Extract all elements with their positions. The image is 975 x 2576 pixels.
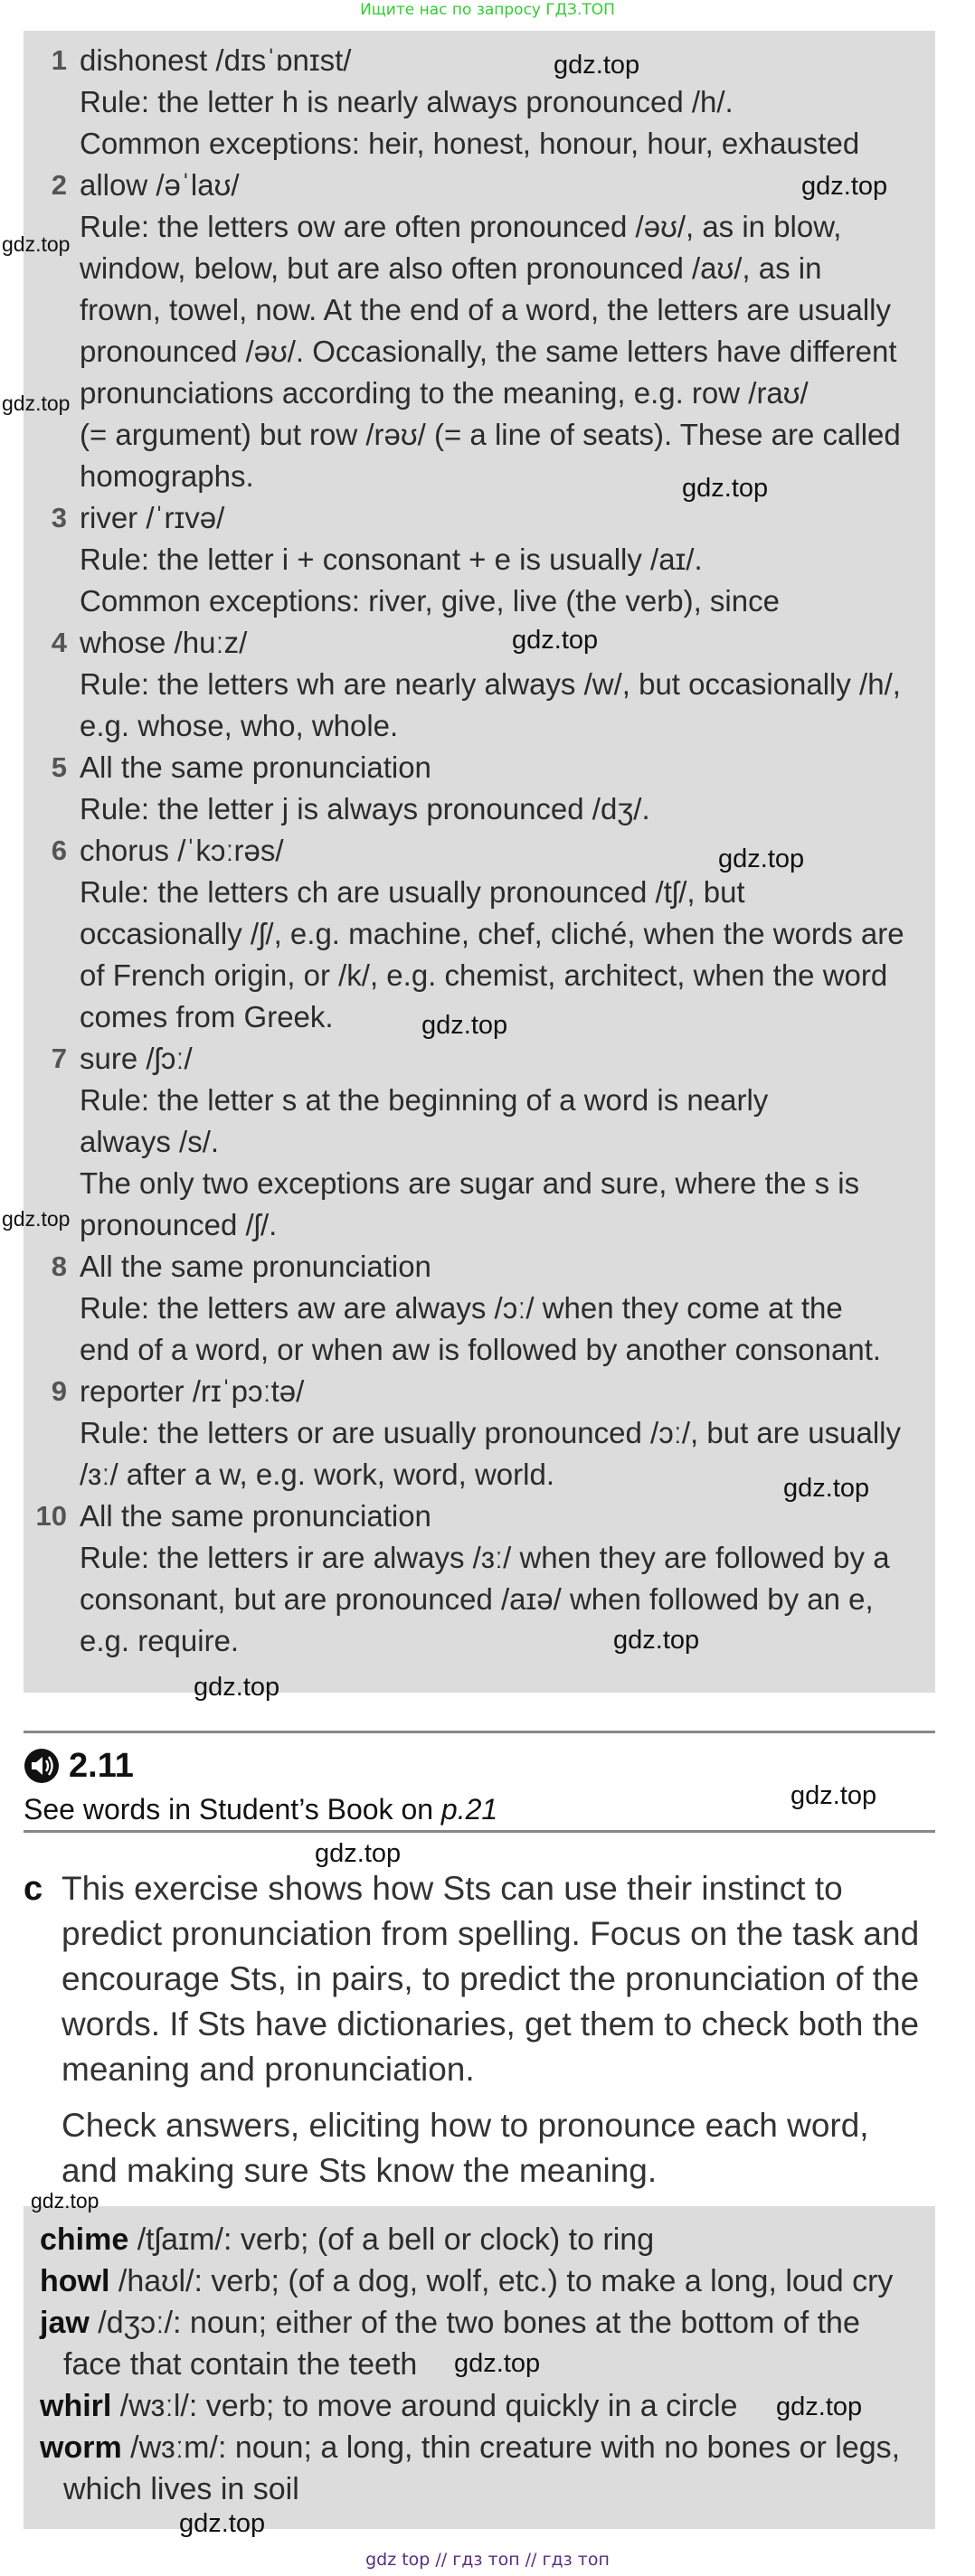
answer-rule-line: pronounced /əʊ/. Occasionally, the same letters have different <box>80 335 897 368</box>
vocab-definition: /wɜːl/: verb; to move around quickly in a circle <box>111 2389 738 2423</box>
answer-heading: allow /əˈlaʊ/ <box>80 168 240 202</box>
exercise-c-line: and making sure Sts know the meaning. <box>62 2152 658 2189</box>
answer-rule-line: The only two exceptions are sugar and sure, where the s is <box>80 1166 860 1200</box>
answer-rule-line: Common exceptions: river, give, live (the verb), since <box>80 584 780 618</box>
vocab-word: whirl <box>40 2389 112 2423</box>
vocab-definition: /dʒɔː/: noun; either of the two bones at the bottom of the <box>89 2306 860 2340</box>
answer-item <box>24 1496 935 1662</box>
answer-item <box>24 165 935 497</box>
answer-rule-line: of French origin, or /k/, e.g. chemist, architect, when the word <box>80 958 888 992</box>
answer-heading: river /ˈrɪvə/ <box>80 501 225 534</box>
exercise-c-paragraph-2 <box>24 2103 937 2194</box>
vocab-definition: /haʊl/: verb; (of a dog, wolf, etc.) to make a long, loud cry <box>109 2264 894 2298</box>
answer-number: 7 <box>51 1043 67 1074</box>
answer-heading: dishonest /dɪsˈɒnɪst/ <box>80 43 352 77</box>
watermark: gdz.top <box>2 392 71 415</box>
top-banner[interactable]: Ищите нас по запросу ГДЗ.ТОП <box>360 1 615 19</box>
answer-number: 9 <box>51 1375 67 1407</box>
answer-rule-line: pronunciations according to the meaning, e.g. row /raʊ/ <box>80 376 809 410</box>
answer-rule-line: Rule: the letters aw are always /ɔː/ when they come at the <box>80 1291 843 1325</box>
answer-number: 5 <box>51 751 67 783</box>
vocab-word: howl <box>40 2264 110 2298</box>
vocab-entry <box>40 2260 919 2302</box>
answer-number: 1 <box>51 44 67 76</box>
answer-number: 3 <box>51 502 67 533</box>
answer-rule-line: Rule: the letter j is always pronounced /dʒ/. <box>80 792 650 826</box>
watermark: gdz.top <box>682 474 769 503</box>
answer-rule-line: Common exceptions: heir, honest, honour, hour, exhausted <box>80 127 860 160</box>
exercise-letter: c <box>24 1870 43 1908</box>
watermark: gdz.top <box>512 626 599 655</box>
answer-item <box>24 747 935 830</box>
watermark: gdz.top <box>776 2392 863 2421</box>
footer-links[interactable]: gdz top // гдз топ // гдз топ <box>365 2550 610 2570</box>
watermark: gdz.top <box>2 232 71 256</box>
watermark: gdz.top <box>421 1011 508 1040</box>
section-divider-bottom <box>24 1830 935 1833</box>
exercise-c-line: words. If Sts have dictionaries, get them to check both the <box>62 2005 920 2043</box>
answer-rule-line: window, below, but are also often pronounced /aʊ/, as in <box>80 251 822 285</box>
answer-rule-line: Rule: the letter s at the beginning of a word is nearly <box>80 1083 769 1117</box>
answer-heading: whose /huːz/ <box>80 626 248 659</box>
watermark: gdz.top <box>718 845 805 873</box>
answer-item <box>24 40 935 165</box>
watermark: gdz.top <box>454 2349 541 2378</box>
answer-heading: sure /ʃɔː/ <box>80 1042 193 1075</box>
answer-number: 10 <box>35 1500 67 1532</box>
vocab-word: chime <box>40 2222 129 2257</box>
vocab-entry <box>40 2302 919 2344</box>
watermark: gdz.top <box>790 1781 877 1810</box>
answer-heading: All the same pronunciation <box>80 750 431 784</box>
exercise-c-line: encourage Sts, in pairs, to predict the pronunciation of the <box>62 1960 920 1997</box>
watermark: gdz.top <box>31 2189 99 2213</box>
exercise-c-line: Check answers, eliciting how to pronounce each word, <box>62 2107 869 2144</box>
watermark: gdz.top <box>554 51 640 80</box>
answer-item <box>24 497 935 622</box>
vocab-definition-continued: which lives in soil <box>63 2472 299 2506</box>
answer-item <box>24 622 935 747</box>
answer-number: 4 <box>51 627 67 658</box>
vocab-word: jaw <box>40 2306 90 2340</box>
answer-rule-line: Rule: the letter i + consonant + e is usually /aɪ/. <box>80 543 703 576</box>
answer-rule-line: always /s/. <box>80 1125 220 1158</box>
section-divider-top <box>24 1731 935 1733</box>
watermark: gdz.top <box>783 1474 870 1503</box>
watermark: gdz.top <box>2 1207 71 1231</box>
answer-item <box>24 1038 935 1246</box>
answer-heading: All the same pronunciation <box>80 1250 431 1283</box>
vocab-word: worm <box>40 2430 122 2465</box>
answer-rule-line: e.g. whose, who, whole. <box>80 709 399 742</box>
exercise-c <box>24 1866 937 2194</box>
exercise-c-line: This exercise shows how Sts can use their instinct to <box>62 1870 843 1907</box>
answer-rule-line: Rule: the letters ir are always /ɜː/ when they are followed by a <box>80 1541 890 1574</box>
answer-rule-line: (= argument) but row /rəʊ/ (= a line of seats). These are called <box>80 418 901 451</box>
answer-rule-line: Rule: the letters wh are nearly always /w/, but occasionally /h/, <box>80 667 901 701</box>
exercise-c-paragraph-1 <box>24 1866 937 2092</box>
answer-rule-line: consonant, but are pronounced /aɪə/ when followed by an e, <box>80 1582 874 1616</box>
answer-rule-line: Rule: the letters ch are usually pronounced /tʃ/, but <box>80 875 745 909</box>
answer-number: 8 <box>51 1250 67 1282</box>
answer-heading: reporter /rɪˈpɔːtə/ <box>80 1374 305 1408</box>
watermark: gdz.top <box>179 2509 266 2538</box>
answer-rule-line: occasionally /ʃ/, e.g. machine, chef, cliché, when the words are <box>80 917 904 950</box>
watermark: gdz.top <box>315 1839 402 1868</box>
answer-rule-line: Rule: the letters or are usually pronounced /ɔː/, but are usually <box>80 1416 901 1449</box>
answer-rule-line: pronounced /ʃ/. <box>80 1208 278 1241</box>
answer-rule-line: comes from Greek. <box>80 1000 334 1033</box>
answer-rule-line: e.g. require. <box>80 1624 240 1657</box>
exercise-c-line: predict pronunciation from spelling. Focus on the task and <box>62 1915 920 1952</box>
exercise-c-line: meaning and pronunciation. <box>62 2051 475 2088</box>
answer-rule-line: Rule: the letters ow are often pronounced /əʊ/, as in blow, <box>80 210 842 243</box>
answer-rule-line: frown, towel, now. At the end of a word, the letters are usually <box>80 293 891 326</box>
vocab-definition: /tʃaɪm/: verb; (of a bell or clock) to ring <box>128 2222 655 2257</box>
answer-rule-line: homographs. <box>80 459 254 493</box>
answer-heading: All the same pronunciation <box>80 1499 431 1533</box>
answer-heading: chorus /ˈkɔːrəs/ <box>80 834 284 867</box>
answer-number: 2 <box>51 169 67 201</box>
vocab-definition: /wɜːm/: noun; a long, thin creature with no bones or legs, <box>121 2430 901 2465</box>
answer-rule-line: Rule: the letter h is nearly always pronounced /h/. <box>80 85 734 118</box>
vocab-definition-continued: face that contain the teeth <box>63 2347 418 2382</box>
answer-rule-line: end of a word, or when aw is followed by another consonant. <box>80 1333 882 1366</box>
vocab-entry <box>40 2219 919 2260</box>
audio-track-number: 2.11 <box>69 1746 134 1785</box>
speaker-icon[interactable] <box>24 1748 60 1784</box>
audio-track-row[interactable] <box>24 1743 134 1788</box>
answer-item <box>24 1246 935 1371</box>
see-words-reference <box>24 1788 497 1830</box>
watermark: gdz.top <box>613 1626 700 1655</box>
answer-number: 6 <box>51 835 67 866</box>
watermark: gdz.top <box>194 1673 280 1702</box>
see-words-page: p.21 <box>440 1793 498 1826</box>
vocab-entry <box>40 2427 919 2468</box>
answer-rule-line: /ɜː/ after a w, e.g. work, word, world. <box>80 1458 554 1491</box>
see-words-text: See words in Student’s Book on <box>24 1793 441 1826</box>
watermark: gdz.top <box>801 172 888 201</box>
